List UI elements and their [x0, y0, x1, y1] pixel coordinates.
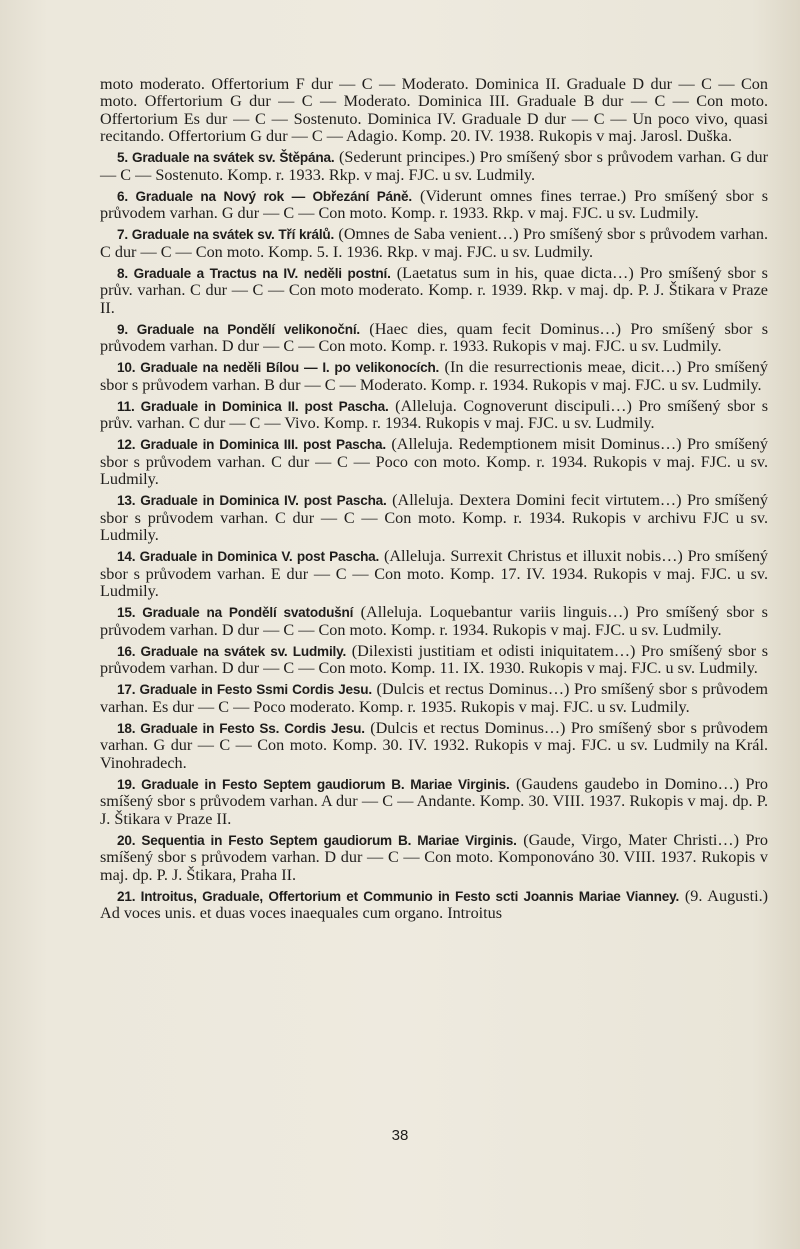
- entry-title: 11. Graduale in Dominica II. post Pascha.: [117, 398, 389, 414]
- catalog-entry: [100, 888, 768, 923]
- catalog-entry: [100, 321, 768, 356]
- catalog-entry: [100, 149, 768, 184]
- catalog-entry: [100, 548, 768, 600]
- catalog-entry: [100, 265, 768, 317]
- catalog-entry: [100, 492, 768, 544]
- page-body: [100, 76, 768, 926]
- catalog-entry: [100, 832, 768, 884]
- entry-title: 10. Graduale na neděli Bílou — I. po velikonocích.: [117, 360, 440, 376]
- catalog-entry: [100, 720, 768, 772]
- catalog-entry: [100, 436, 768, 488]
- entry-text: (Gaude, Virgo, Mater Christi…) Pro smíšený sbor s průvodem varhan. D dur — C — Con moto. Komponováno 30. VIII. 1937. Rukopis v maj. dp. P. J. Štikara, Praha II.: [100, 830, 769, 884]
- entry-title: 6. Graduale na Nový rok — Obřezání Páně.: [117, 188, 412, 204]
- entry-title: 16. Graduale na svátek sv. Ludmily.: [117, 643, 347, 659]
- entry-text: (Alleluja. Surrexit Christus et illuxit nobis…) Pro smíšený sbor s průvodem varhan. E dur — C — Con moto. Komp. 17. IV. 1934. Rukopis v maj. FJC. u sv. Ludmily.: [100, 547, 769, 601]
- catalog-entry: [100, 681, 768, 716]
- catalog-entry: [100, 643, 768, 678]
- entry-text: (In die resurrectionis meae, dicit…) Pro smíšený sbor s průvodem varhan. B dur — C — Moderato. Komp. r. 1934. Rukopis v maj. FJC. u sv. Ludmily.: [100, 358, 768, 394]
- entry-text: (Sederunt principes.) Pro smíšený sbor s průvodem varhan. G dur — C — Sostenuto. Komp. r. 1933. Rkp. v maj. FJC. u sv. Ludmily.: [100, 148, 769, 184]
- entry-text: (Dulcis et rectus Dominus…) Pro smíšený sbor s průvodem varhan. Es dur — C — Poco moderato. Komp. r. 1935. Rukopis v maj. FJC. u sv. Ludmily.: [100, 680, 768, 716]
- entry-text: (Alleluja. Redemptionem misit Dominus…) Pro smíšený sbor s průvodem varhan. C dur — C — Poco con moto. Komp. r. 1934. Rukopis v maj. FJC. u sv. Ludmily.: [100, 435, 768, 489]
- catalog-entry: [100, 398, 768, 433]
- entry-title: 5. Graduale na svátek sv. Štěpána.: [117, 150, 335, 166]
- catalog-entry: [100, 226, 768, 261]
- catalog-entry: [100, 359, 768, 394]
- entry-text: (Alleluja. Dextera Domini fecit virtutem…) Pro smíšený sbor s průvodem varhan. C dur — C — Con moto. Komp. r. 1934. Rukopis v archivu FJC u sv. Ludmily.: [100, 491, 768, 545]
- entry-title: 14. Graduale in Dominica V. post Pascha.: [117, 549, 380, 565]
- entry-title: 18. Graduale in Festo Ss. Cordis Jesu.: [117, 720, 365, 736]
- intro-paragraph: moto moderato. Offertorium F dur — C — Moderato. Dominica II. Graduale D dur — C — Con moto. Offertorium G dur — C — Moderato. Dominica III. Graduale B dur — C — Con moto. Offertorium Es dur — C — Sostenuto. Dominica IV. Graduale D dur — C — Un poco vivo, quasi recitando. Offertorium G dur — C — Adagio. Komp. 20. IV. 1938. Rukopis v maj. Jarosl. Duška.: [100, 75, 768, 146]
- entry-text: (Haec dies, quam fecit Dominus…) Pro smíšený sbor s průvodem varhan. D dur — C — Con moto. Komp. r. 1933. Rukopis v maj. FJC. u sv. Ludmily.: [100, 319, 768, 356]
- entry-text: (Laetatus sum in his, quae dicta…) Pro smíšený sbor s prův. varhan. C dur — C — Con moto moderato. Komp. r. 1939. Rkp. v maj. dp. P. J. Štikara v Praze II.: [100, 263, 768, 317]
- entry-text: (Dulcis et rectus Dominus…) Pro smíšený sbor s průvodem varhan. G dur — C — Con moto. Komp. 30. IV. 1932. Rukopis v maj. FJC. u sv. Ludmily na Král. Vinohradech.: [100, 718, 768, 772]
- catalog-entries: [100, 149, 768, 922]
- entry-text: (Alleluja. Cognoverunt discipuli…) Pro smíšený sbor s prův. varhan. C dur — C — Vivo. Komp. r. 1934. Rukopis v maj. FJC. u sv. Ludmily.: [100, 396, 768, 433]
- entry-text: (9. Augusti.) Ad voces unis. et duas voces inaequales cum organo. Introitus: [100, 886, 769, 923]
- page-number: 38: [391, 1127, 409, 1144]
- entry-text: (Gaudens gaudebo in Domino…) Pro smíšený sbor s průvodem varhan. A dur — C — Andante. Komp. 30. VIII. 1937. Rukopis v maj. dp. P. J. Štikara v Praze II.: [100, 774, 768, 828]
- entry-title: 9. Graduale na Pondělí velikonoční.: [117, 321, 360, 337]
- catalog-entry: [100, 188, 768, 223]
- entry-text: (Dilexisti justitiam et odisti iniquitatem…) Pro smíšený sbor s průvodem varhan. D dur — C — Con moto. Komp. 11. IX. 1930. Rukopis v maj. FJC. u sv. Ludmily.: [100, 641, 768, 678]
- catalog-entry: [100, 604, 768, 639]
- entry-text: (Viderunt omnes fines terrae.) Pro smíšený sbor s průvodem varhan. G dur — C — Con moto. Komp. r. 1933. Rkp. v maj. FJC. u sv. Ludmily.: [100, 186, 768, 223]
- entry-title: 21. Introitus, Graduale, Offertorium et Communio in Festo scti Joannis Mariae Vianney.: [117, 888, 680, 904]
- entry-text: (Alleluja. Loquebantur variis linguis…) Pro smíšený sbor s průvodem varhan. D dur — C — Con moto. Komp. r. 1934. Rukopis v maj. FJC. u sv. Ludmily.: [100, 603, 768, 639]
- entry-title: 12. Graduale in Dominica III. post Pascha.: [117, 437, 386, 453]
- entry-text: (Omnes de Saba venient…) Pro smíšený sbor s průvodem varhan. C dur — C — Con moto. Komp. 5. I. 1936. Rkp. v maj. FJC. u sv. Ludmily.: [100, 225, 768, 261]
- entry-title: 19. Graduale in Festo Septem gaudiorum B. Mariae Virginis.: [117, 776, 510, 792]
- catalog-entry: [100, 776, 768, 828]
- entry-title: 8. Graduale a Tractus na IV. neděli postní.: [117, 265, 391, 281]
- entry-title: 20. Sequentia in Festo Septem gaudiorum B. Mariae Virginis.: [117, 832, 517, 848]
- entry-title: 7. Graduale na svátek sv. Tří králů.: [117, 227, 335, 243]
- entry-title: 17. Graduale in Festo Ssmi Cordis Jesu.: [117, 682, 372, 698]
- entry-title: 13. Graduale in Dominica IV. post Pascha.: [117, 493, 387, 509]
- entry-title: 15. Graduale na Pondělí svatodušní: [117, 605, 354, 621]
